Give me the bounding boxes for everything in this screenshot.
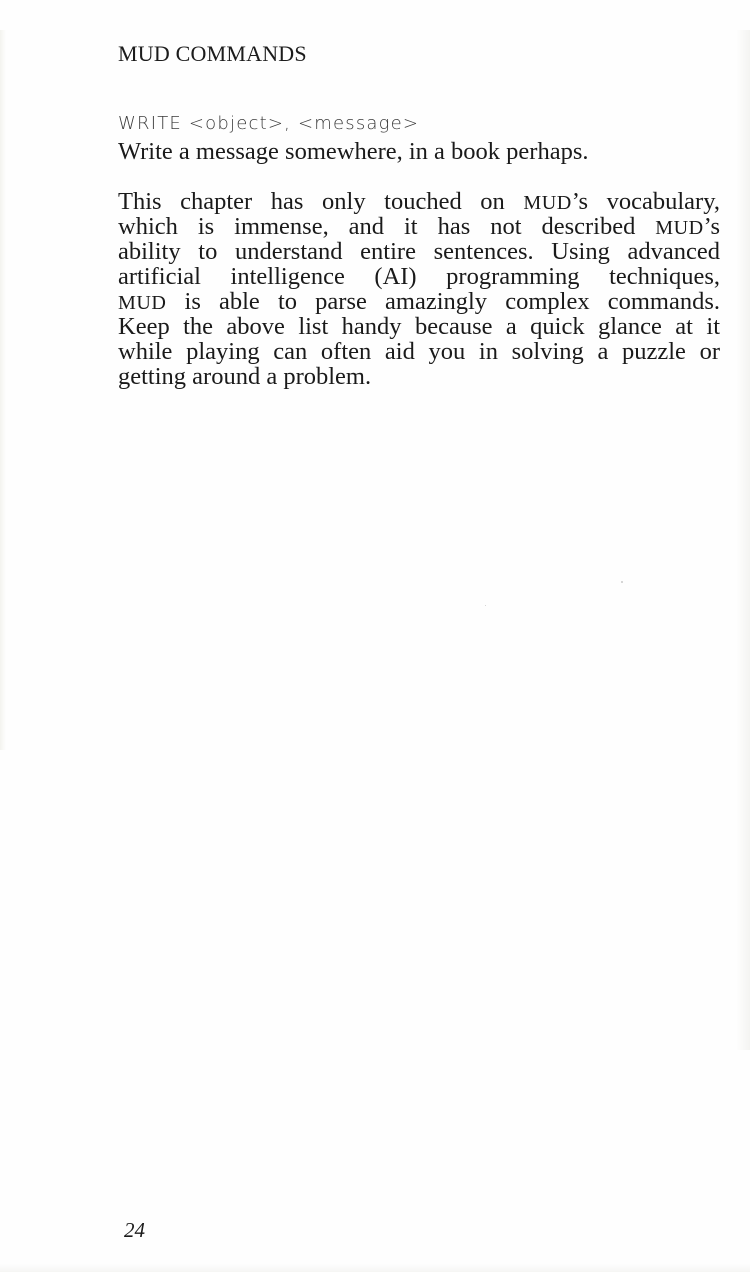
mud-name: MUD [655, 217, 704, 239]
paragraph-line: This chapter has only touched on MUD’s vocabulary, [118, 188, 721, 215]
page-number: 24 [124, 1218, 145, 1242]
page-edge-shading-right [736, 30, 750, 1050]
command-description: Write a message somewhere, in a book perhaps. [118, 138, 589, 165]
paragraph-line: Keep the above list handy because a quick glance at it [118, 313, 720, 340]
running-head: MUD COMMANDS [118, 41, 307, 66]
paragraph-line: MUD is able to parse amazingly complex commands. [118, 288, 720, 315]
paragraph-line: artificial intelligence (AI) programming techniques, [118, 263, 720, 290]
paragraph-line: which is immense, and it has not described MUD’s [118, 213, 720, 240]
paragraph-line: ability to understand entire sentences. Using advanced [118, 238, 720, 265]
paragraph-line: getting around a problem. [118, 363, 372, 390]
mud-name: MUD [118, 292, 167, 314]
mud-name: MUD [523, 192, 572, 214]
scan-speck [485, 605, 486, 606]
paragraph-line: while playing can often aid you in solving a puzzle or [118, 338, 720, 365]
body-paragraph [118, 189, 720, 389]
command-syntax: WRITE <object>, <message> [118, 113, 420, 134]
scan-speck [621, 581, 623, 583]
page-edge-shading-bottom [0, 1264, 750, 1272]
page-edge-shading-left [0, 30, 6, 750]
